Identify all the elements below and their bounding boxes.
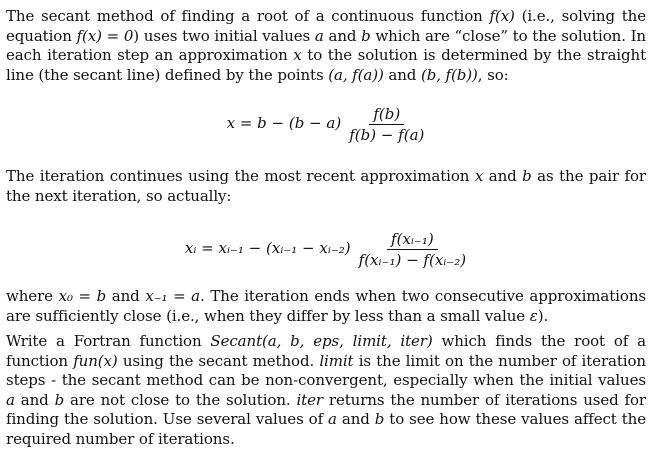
math-limit: limit: [319, 351, 354, 370]
math-x: x: [293, 46, 302, 64]
fraction: [355, 230, 470, 269]
text: ) uses two initial values: [133, 26, 315, 45]
math-point-b: (b, f(b)): [420, 65, 478, 84]
text: and: [14, 390, 55, 409]
math-a: a: [6, 390, 15, 409]
math-x-minus1: x₋₁ = a: [145, 287, 201, 305]
text: and: [336, 410, 375, 428]
text: (i.e., solving the equation: [6, 7, 651, 45]
fraction-denominator: f(xᵢ₋₁) − f(xᵢ₋₂): [358, 250, 467, 269]
text: . The iteration ends when two consecutive approximations are sufficiently close (i.e., when they differ by less than a small value: [6, 287, 651, 325]
math-iter: iter: [296, 390, 323, 409]
text: and: [106, 287, 146, 305]
fraction-numerator: f(xᵢ₋₁): [387, 230, 438, 250]
text: and: [483, 167, 523, 185]
math-b: b: [54, 390, 65, 409]
text: , so:: [477, 65, 509, 84]
math-b: b: [374, 410, 385, 428]
math-x0: x₀ = b: [58, 287, 107, 305]
text: as the pair for the next iteration, so actually:: [6, 167, 651, 205]
equation-secant-step: [0, 100, 655, 148]
paragraph-secant-intro: [6, 7, 651, 85]
text: using the secant method.: [117, 351, 320, 370]
fraction-numerator: f(b): [369, 105, 404, 125]
text: are not close to the solution.: [64, 390, 297, 409]
fraction: [345, 105, 428, 144]
text: Write a Fortran function: [6, 332, 211, 350]
math-point-a: (a, f(a)): [328, 65, 384, 84]
math-a: a: [314, 26, 324, 45]
math-epsilon: ε: [529, 306, 538, 325]
math-x: x: [474, 167, 484, 185]
text: and: [383, 65, 421, 84]
text: ).: [537, 306, 549, 325]
math-a: a: [328, 410, 337, 428]
text: is the limit on the number of iteration steps - the secant method can be non-convergent, especially when the initial values: [6, 351, 651, 389]
math-fx: f(x): [489, 7, 515, 25]
text: The iteration continues using the most recent approximation: [6, 167, 475, 185]
math-secant-signature: Secant(a, b, eps, limit, iter): [210, 332, 433, 350]
equation-secant-recurrence: [0, 224, 655, 274]
text: to see how these values affect the required number of iterations.: [6, 410, 651, 448]
paragraph-task: [6, 332, 651, 449]
text: which finds the root of a function: [6, 332, 651, 370]
math-equation-fx-zero: f(x) = 0: [76, 26, 134, 45]
text: returns the number of iterations used for finding the solution. Use several values of: [6, 390, 651, 428]
text: where: [6, 287, 59, 305]
text: and: [323, 26, 362, 45]
text: The secant method of finding a root of a continuous function: [6, 7, 490, 25]
paragraph-termination: [6, 287, 651, 326]
math-b: b: [361, 26, 371, 45]
equation-lhs: xᵢ = xᵢ₋₁ − (xᵢ₋₁ − xᵢ₋₂): [184, 239, 351, 258]
text: which are “close” to the solution. In each iteration step an approximation: [6, 26, 651, 64]
equation-lhs: x = b − (b − a): [226, 114, 342, 133]
math-fun-x: fun(x): [73, 351, 118, 370]
paragraph-iteration: [6, 167, 651, 206]
text: to the solution is determined by the straight line (the secant line) defined by the points: [6, 46, 651, 84]
math-b: b: [522, 167, 532, 185]
fraction-denominator: f(b) − f(a): [349, 125, 425, 144]
